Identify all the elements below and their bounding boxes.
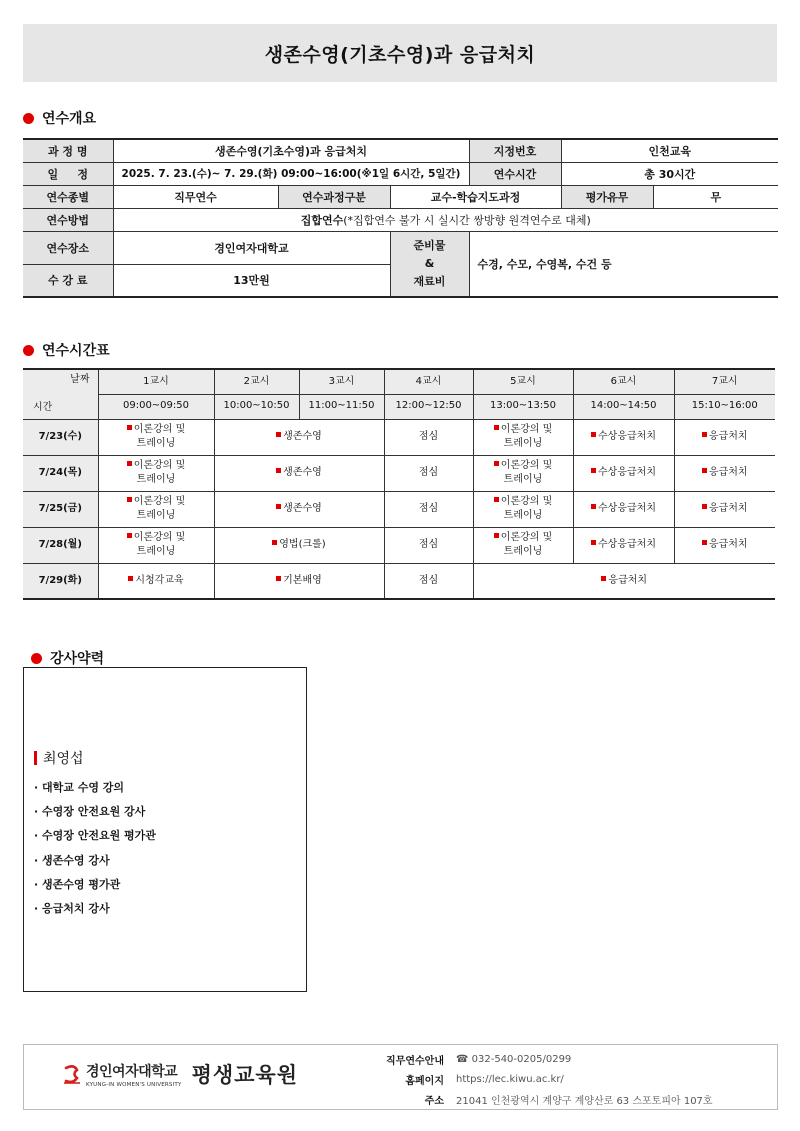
square-bullet-icon [127,533,132,538]
session-cell [98,527,214,563]
square-bullet-icon [127,497,132,502]
department-name: 평생교육원 [191,1063,298,1087]
career-item: · 대학교 수영 강의 [34,776,156,800]
corner-date-label: 날짜 [70,374,90,385]
square-bullet-icon [591,504,596,509]
session-cell [573,491,674,527]
lunch-cell: 점심 [384,455,473,491]
session-cell [573,527,674,563]
supplies-label-line2: & [424,256,435,270]
instructor-heading-text: 강사약력 [50,651,105,667]
career-item: · 생존수영 강사 [34,849,156,873]
session-text: 기본배영 [283,574,322,586]
square-bullet-icon [276,504,281,509]
session-text: 생존수영 [283,466,322,478]
square-bullet-icon [494,425,499,430]
session-cell [473,563,775,599]
session-cell [573,455,674,491]
bullet-icon [31,653,42,664]
session-text: 이론강의 및 [133,459,186,471]
career-list [34,776,156,921]
date-cell: 7/29(화) [23,563,98,599]
session-text: 트레이닝 [136,438,176,449]
session-text: 트레이닝 [503,474,543,485]
square-bullet-icon [276,432,281,437]
period-header: 3교시 [299,369,384,394]
designation-label: 지정번호 [469,139,561,162]
contact-label: 직무연수안내 [386,1055,444,1067]
square-bullet-icon [127,461,132,466]
instructor-name-text: 최영섭 [43,751,84,767]
date-cell: 7/28(월) [23,527,98,563]
session-text: 응급처치 [708,502,748,514]
course-name-label: 과 정 명 [23,139,113,162]
career-item: · 수영장 안전요원 평가관 [34,824,156,848]
address-label: 주소 [424,1095,444,1107]
lunch-cell: 점심 [384,527,473,563]
footer [23,1044,778,1110]
method-note: (*집합연수 불가 시 실시간 쌍방향 원격연수로 대체) [343,213,591,227]
period-time: 10:00~10:50 [214,394,299,419]
session-text: 응급처치 [708,466,748,478]
session-cell [674,419,775,455]
timetable [23,368,775,600]
session-cell [573,419,674,455]
session-text: 트레이닝 [136,510,176,521]
square-bullet-icon [702,468,707,473]
square-bullet-icon [494,497,499,502]
period-header: 2교시 [214,369,299,394]
timetable-row [23,527,775,563]
supplies-label-line3: 재료비 [413,274,446,288]
type-label: 연수종별 [23,185,113,208]
red-bar-icon [34,751,37,765]
square-bullet-icon [276,468,281,473]
place-value: 경인여자대학교 [113,231,390,264]
eval-label: 평가유무 [561,185,653,208]
corner-time-label: 시간 [33,402,53,413]
date-cell: 7/24(목) [23,455,98,491]
corner-cell [23,369,98,419]
session-text: 수상응급처치 [598,538,656,550]
square-bullet-icon [702,504,707,509]
square-bullet-icon [702,432,707,437]
session-text: 트레이닝 [136,474,176,485]
session-text: 영법(크롤) [279,538,326,550]
fee-label: 수 강 료 [23,264,113,297]
session-text: 트레이닝 [503,546,543,557]
period-time: 09:00~09:50 [98,394,214,419]
period-header: 7교시 [674,369,775,394]
fee-value: 13만원 [113,264,390,297]
session-text: 이론강의 및 [500,459,553,471]
session-text: 이론강의 및 [133,423,186,435]
session-text: 이론강의 및 [500,495,553,507]
period-header: 1교시 [98,369,214,394]
timetable-row [23,491,775,527]
homepage-link[interactable]: https://lec.kiwu.ac.kr/ [456,1073,564,1085]
homepage-label: 홈페이지 [405,1075,444,1087]
session-text: 이론강의 및 [133,495,186,507]
session-text: 수상응급처치 [598,430,656,442]
square-bullet-icon [276,576,281,581]
method-main: 집합연수 [300,213,344,227]
square-bullet-icon [272,540,277,545]
instructor-heading [31,648,104,668]
square-bullet-icon [702,540,707,545]
session-cell [98,563,214,599]
period-time: 15:10~16:00 [674,394,775,419]
session-text: 수상응급처치 [598,502,656,514]
session-cell [98,491,214,527]
lunch-cell: 점심 [384,563,473,599]
square-bullet-icon [494,533,499,538]
overview-heading [23,108,96,128]
type-value: 직무연수 [113,185,278,208]
session-text: 이론강의 및 [500,531,553,543]
session-cell [214,563,384,599]
supplies-value: 수경, 수모, 수영복, 수건 등 [469,231,778,297]
lunch-cell: 점심 [384,491,473,527]
university-logo [62,1059,298,1089]
period-header: 4교시 [384,369,473,394]
contact-info [376,1049,713,1109]
instructor-box [23,667,307,992]
instructor-name [34,748,84,768]
period-time: 11:00~11:50 [299,394,384,419]
category-label: 연수과정구분 [278,185,390,208]
session-cell [214,419,384,455]
supplies-label-line1: 준비물 [413,239,446,253]
session-text: 시청각교육 [135,574,184,586]
period-header: 5교시 [473,369,573,394]
session-cell [214,491,384,527]
date-cell: 7/23(수) [23,419,98,455]
timetable-row [23,455,775,491]
schedule-value: 2025. 7. 23.(수)~ 7. 29.(화) 09:00~16:00(※1일 6시간, 5일간) [113,162,469,185]
career-item: · 응급처치 강사 [34,897,156,921]
square-bullet-icon [601,576,606,581]
square-bullet-icon [591,468,596,473]
career-item: · 생존수영 평가관 [34,873,156,897]
period-time: 13:00~13:50 [473,394,573,419]
method-value [113,208,778,231]
timetable-body [23,419,775,563]
session-text: 응급처치 [608,574,648,586]
session-cell [473,527,573,563]
session-cell [214,527,384,563]
hours-value: 총 30시간 [561,162,778,185]
session-cell [473,419,573,455]
session-cell [473,455,573,491]
lunch-cell: 점심 [384,419,473,455]
university-name-en: KYUNG-IN WOMEN'S UNIVERSITY [86,1081,182,1088]
session-text: 이론강의 및 [500,423,553,435]
address-value: 21041 인천광역시 계양구 계양산로 63 스포토피아 107호 [456,1095,713,1107]
timetable-row [23,419,775,455]
method-label: 연수방법 [23,208,113,231]
period-time: 14:00~14:50 [573,394,674,419]
session-cell [473,491,573,527]
career-item: · 수영장 안전요원 강사 [34,800,156,824]
period-header: 6교시 [573,369,674,394]
session-text: 트레이닝 [136,546,176,557]
session-cell [98,455,214,491]
university-name-ko: 경인여자대학교 [86,1063,178,1080]
square-bullet-icon [591,540,596,545]
square-bullet-icon [494,461,499,466]
session-cell [674,491,775,527]
overview-table [23,138,778,298]
session-cell [674,455,775,491]
square-bullet-icon [127,425,132,430]
university-emblem-icon [62,1062,82,1086]
session-text: 생존수영 [283,502,322,514]
bullet-icon [23,345,34,356]
eval-value: 무 [653,185,778,208]
session-cell [98,419,214,455]
overview-heading-text: 연수개요 [42,111,97,127]
session-text: 이론강의 및 [133,531,186,543]
square-bullet-icon [591,432,596,437]
period-time: 12:00~12:50 [384,394,473,419]
session-cell [214,455,384,491]
schedule-label: 일 정 [23,162,113,185]
course-name-value: 생존수영(기초수영)과 응급처치 [113,139,469,162]
timetable-heading [23,340,110,360]
bullet-icon [23,113,34,124]
page-title: 생존수영(기초수영)과 응급처치 [264,43,536,66]
timetable-heading-text: 연수시간표 [42,343,110,359]
hours-label: 연수시간 [469,162,561,185]
supplies-label [390,231,469,297]
session-text: 응급처치 [708,430,748,442]
category-value: 교수-학습지도과정 [390,185,561,208]
title-banner [23,24,777,82]
session-cell [674,527,775,563]
designation-value: 인천교육 [561,139,778,162]
square-bullet-icon [128,576,133,581]
session-text: 생존수영 [283,430,322,442]
session-text: 트레이닝 [503,438,543,449]
place-label: 연수장소 [23,231,113,264]
date-cell: 7/25(금) [23,491,98,527]
session-text: 응급처치 [708,538,748,550]
session-text: 트레이닝 [503,510,543,521]
session-text: 수상응급처치 [598,466,656,478]
contact-value: ☎ 032-540-0205/0299 [456,1053,572,1065]
